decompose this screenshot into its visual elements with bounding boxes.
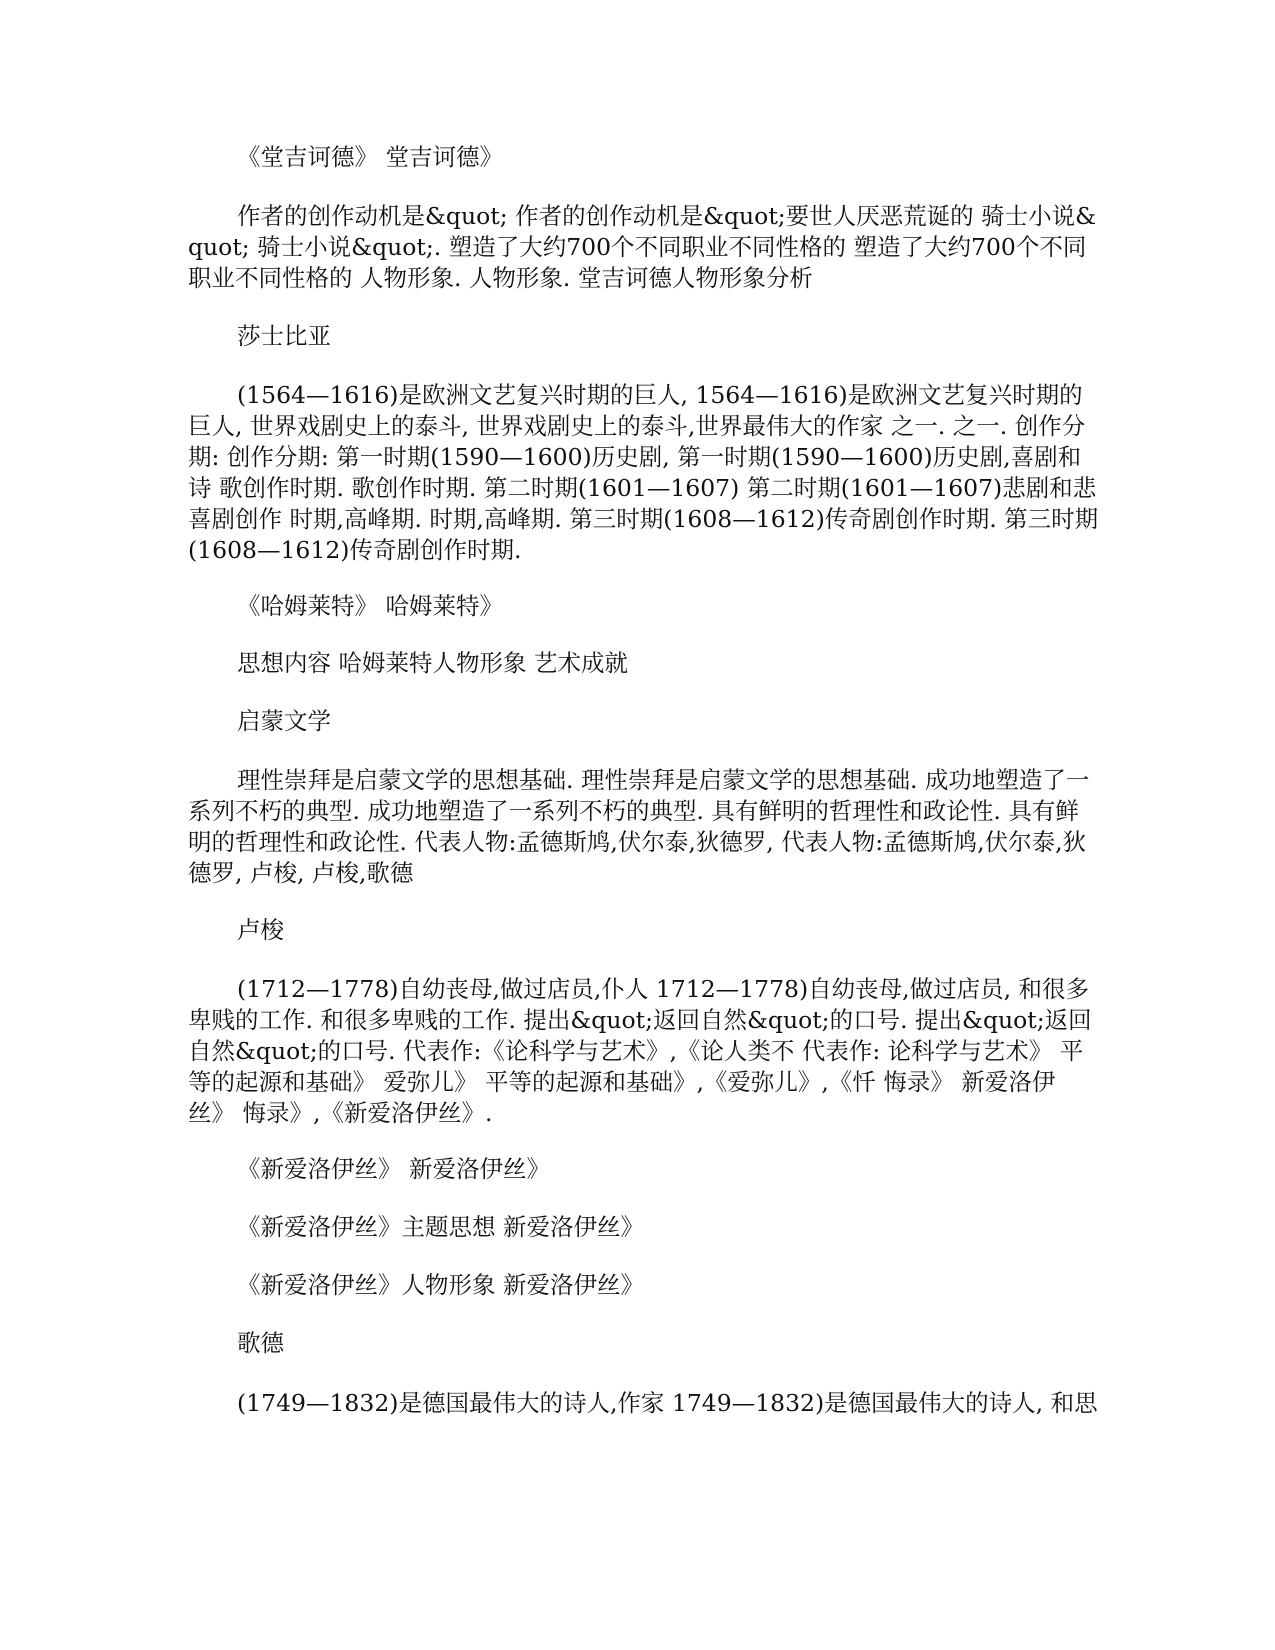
heading-shakespeare: 莎士比亚 [237,322,331,350]
heading-hamlet: 《哈姆莱特》 哈姆莱特》 [237,592,503,620]
paragraph-rousseau-bio: (1712—1778)自幼丧母,做过店员,仆人 1712—1778)自幼丧母,做过店员, 和很多卑贱的工作. 和很多卑贱的工作. 提出&quot;返回自然&quot;的口号. 提出&quot;返回自然&quot;的口号. 代表作:《论科学与艺术》,《论人类不 代表作: 论科学与艺术》 平等的起源和基础》 爱弥儿》 平等的起源和基础》,《爱弥儿》,《忏 悔录》 新爱洛伊丝》 悔录》,《新爱洛伊丝》. [188,975,1092,1127]
paragraph-goethe-bio: (1749—1832)是德国最伟大的诗人,作家 1749—1832)是德国最伟大的诗人, 和思 [237,1389,1098,1417]
paragraph-shakespeare-bio: (1564—1616)是欧洲文艺复兴时期的巨人, 1564—1616)是欧洲文艺复兴时期的巨人, 世界戏剧史上的泰斗, 世界戏剧史上的泰斗,世界最伟大的作家 之一. 之一. 创作分期: 创作分期: 第一时期(1590—1600)历史剧, 第一时期(1590—1600)历史剧,喜剧和诗 歌创作时期. 歌创作时期. 第二时期(1601—1607) 第二时期(1601—1607)悲剧和悲喜剧创作 时期,高峰期. 时期,高峰期. 第三时期(1608—1612)传奇剧创作时期. 第三时期(1608—1612)传奇剧创作时期. [188,381,1099,564]
paragraph-hamlet-topics: 思想内容 哈姆莱特人物形象 艺术成就 [237,649,628,677]
paragraph-don-quixote-motive: 作者的创作动机是&quot; 作者的创作动机是&quot;要世人厌恶荒诞的 骑士小说&quot; 骑士小说&quot;. 塑造了大约700个不同职业不同性格的 塑造了大约700个不同职业不同性格的 人物形象. 人物形象. 堂吉诃德人物形象分析 [188,202,1097,292]
heading-don-quixote: 《堂吉诃德》 堂吉诃德》 [237,143,503,171]
heading-new-heloise-theme: 《新爱洛伊丝》主题思想 新爱洛伊丝》 [237,1213,644,1241]
heading-enlightenment: 启蒙文学 [237,707,331,735]
heading-new-heloise: 《新爱洛伊丝》 新爱洛伊丝》 [237,1155,550,1183]
paragraph-enlightenment: 理性崇拜是启蒙文学的思想基础. 理性崇拜是启蒙文学的思想基础. 成功地塑造了一系列不朽的典型. 成功地塑造了一系列不朽的典型. 具有鲜明的哲理性和政论性. 具有鲜明的哲理性和政论性. 代表人物:孟德斯鸠,伏尔泰,狄德罗, 代表人物:孟德斯鸠,伏尔泰,狄德罗, 卢梭, 卢梭,歌德 [188,766,1090,887]
heading-rousseau: 卢梭 [237,916,284,944]
heading-goethe: 歌德 [237,1329,284,1357]
heading-new-heloise-characters: 《新爱洛伊丝》人物形象 新爱洛伊丝》 [237,1271,644,1299]
